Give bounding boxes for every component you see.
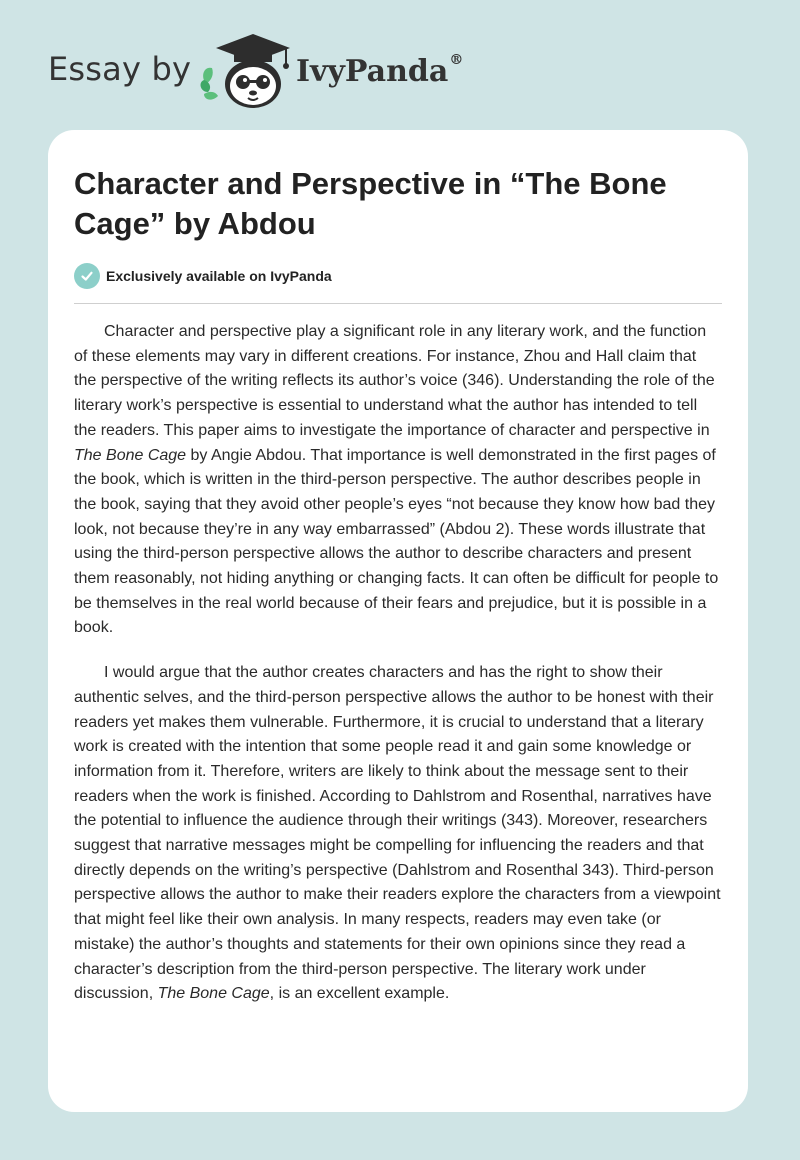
paragraph-2: I would argue that the author creates characters and has the right to show their authentic selves, and the third-person perspective allows the author to be honest with their readers yet makes them vulnerable. Furthermore, it is crucial to understand that a literary work is created with the intention that some people read it and gain some knowledge or information from it. Therefore, writers are likely to think about the message sent to their readers when the work is finished. According to Dahlstrom and Rosenthal, narratives have the potential to influence the audience through their writings (343). Moreover, researchers suggest that narrative messages might be compelling for influencing the readers and that directly depends on the writing’s perspective (Dahlstrom and Rosenthal 343). Third-person perspective allows the author to make their readers explore the characters from a viewpoint that might feel like their own analysis. In many respects, readers may even take (or mistake) the author’s thoughts and statements for their own opinions since they read a character’s description from the third-person perspective. The literary work under discussion, The Bone Cage, is an excellent example. (74, 664, 721, 1003)
site-header (48, 32, 508, 112)
brand-name: IvyPanda® (296, 52, 464, 89)
check-circle-icon (74, 263, 100, 289)
essay-body (74, 320, 722, 1024)
paragraph-1: Character and perspective play a significant role in any literary work, and the function of these elements may vary in different creations. For instance, Zhou and Hall claim that the perspective of the writing reflects its author’s voice (346). Understanding the role of the literary work’s perspective is essential to understand what the author has intended to tell the readers. This paper aims to investigate the importance of character and perspective in The Bone Cage by Angie Abdou. That importance is well demonstrated in the first pages of the book, which is written in the third-person perspective. The author describes people in the book, saying that they avoid other people’s eyes “not because they know how bad they look, not because they’re in any way embarrassed” (Abdou 2). These words illustrate that using the third-person perspective allows the author to describe characters and present them reasonably, not hiding anything or changing facts. It can often be difficult for people to be themselves in the real world because of their fears and prejudice, but it is possible in a book. (74, 323, 719, 637)
divider (74, 303, 722, 304)
book-title: The Bone Cage (157, 985, 270, 1003)
exclusive-badge (74, 263, 332, 289)
book-title: The Bone Cage (74, 446, 187, 464)
panda-graduate-icon (198, 32, 298, 112)
essay-title: Character and Perspective in “The Bone Cage” by Abdou (74, 166, 667, 241)
essay-card (48, 130, 748, 1112)
exclusive-label: Exclusively available on IvyPanda (106, 268, 332, 284)
essay-by-label: Essay by (48, 50, 192, 88)
